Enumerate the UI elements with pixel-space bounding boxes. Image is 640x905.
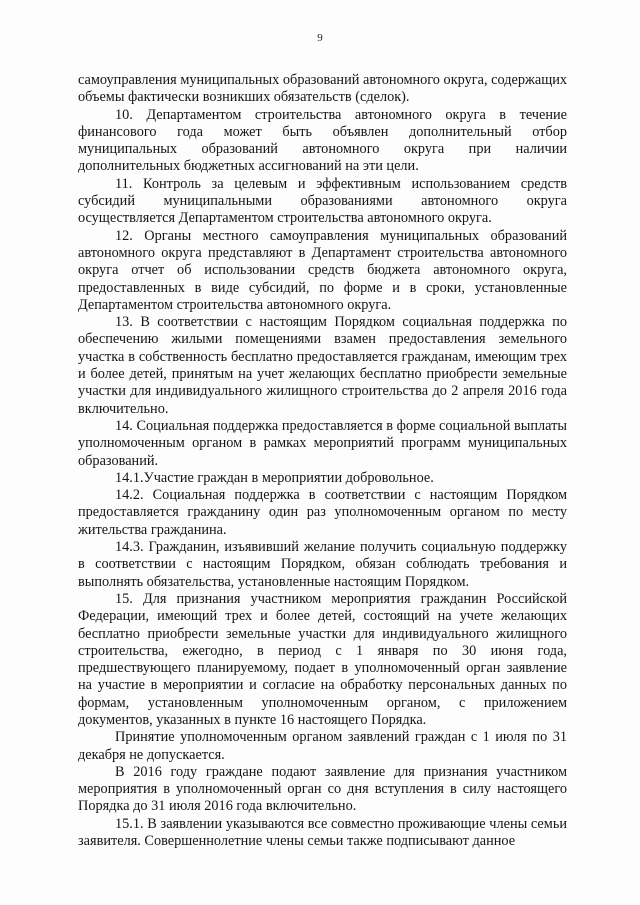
paragraph-14: 14. Социальная поддержка предоставляется в форме социальной выплаты уполномоченным органом в рамках мероприятий программ муниципальных образований. xyxy=(78,417,567,469)
paragraph-14-1: 14.1.Участие граждан в мероприятии добровольное. xyxy=(115,469,434,486)
paragraph-continuation: самоуправления муниципальных образований автономного округа, содержащих объемы фактически возникших обязательств (сделок). xyxy=(78,72,567,106)
paragraph-13: 13. В соответствии с настоящим Порядком социальная поддержка по обеспечению жилыми помещениями взамен предоставления земельного участка в собственность бесплатно предоставляется гражданам, имеющим трех и более детей, принятым на учет желающих бесплатно приобрести земельные участки для индивидуального жилищного строительства до 2 апреля 2016 года включительно. xyxy=(78,314,567,417)
paragraph-14-2: 14.2. Социальная поддержка в соответствии с настоящим Порядком предоставляется гражданину один раз уполномоченным органом по месту жительства гражданина. xyxy=(78,487,567,538)
paragraph-15: 15. Для признания участником мероприятия гражданин Российской Федерации, имеющий трех и более детей, состоящий на учете желающих бесплатно приобрести земельные участки для индивидуального жилищного строительства, ежегодно, в период с 1 января по 30 июня года, предшествующего планируемому, подает в уполномоченный орган заявление на участие в мероприятии и согласие на обработку персональных данных по формам, установленным уполномоченным органом, с приложением документов, указанных в пункте 16 настоящего Порядка. xyxy=(78,590,567,728)
paragraph-12: 12. Органы местного самоуправления муниципальных образований автономного округа представляют в Департамент строительства автономного округа отчет об использовании средств бюджета автономного округа, предоставленных в виде субсидий, по форме и в сроки, установленные Департаментом строительства автономного округа. xyxy=(78,227,567,313)
paragraph-10: 10. Департаментом строительства автономного округа в течение финансового года может быть объявлен дополнительный отбор муниципальных образований автономного округа при наличии дополнительных бюджетных ассигнований на эти цели. xyxy=(78,106,567,175)
page-number: 9 xyxy=(317,32,323,44)
document-body xyxy=(78,72,567,850)
paragraph-14-3: 14.3. Гражданин, изъявивший желание получить социальную поддержку в соответствии с настоящим Порядком, обязан соблюдать требования и выполнять обязательства, установленные настоящим Порядком. xyxy=(78,539,567,590)
paragraph-15-applications: Принятие уполномоченным органом заявлений граждан с 1 июля по 31 декабря не допускается. xyxy=(78,729,567,763)
paragraph-11: 11. Контроль за целевым и эффективным использованием средств субсидий муниципальными образованиями автономного округа осуществляется Департаментом строительства автономного округа. xyxy=(78,175,567,227)
paragraph-15-1: 15.1. В заявлении указываются все совместно проживающие члены семьи заявителя. Совершеннолетние члены семьи также подписывают данное xyxy=(78,815,567,850)
paragraph-15-2016: В 2016 году граждане подают заявление для признания участником мероприятия в уполномоченный орган со дня вступления в силу настоящего Порядка до 31 июля 2016 года включительно. xyxy=(78,763,567,815)
